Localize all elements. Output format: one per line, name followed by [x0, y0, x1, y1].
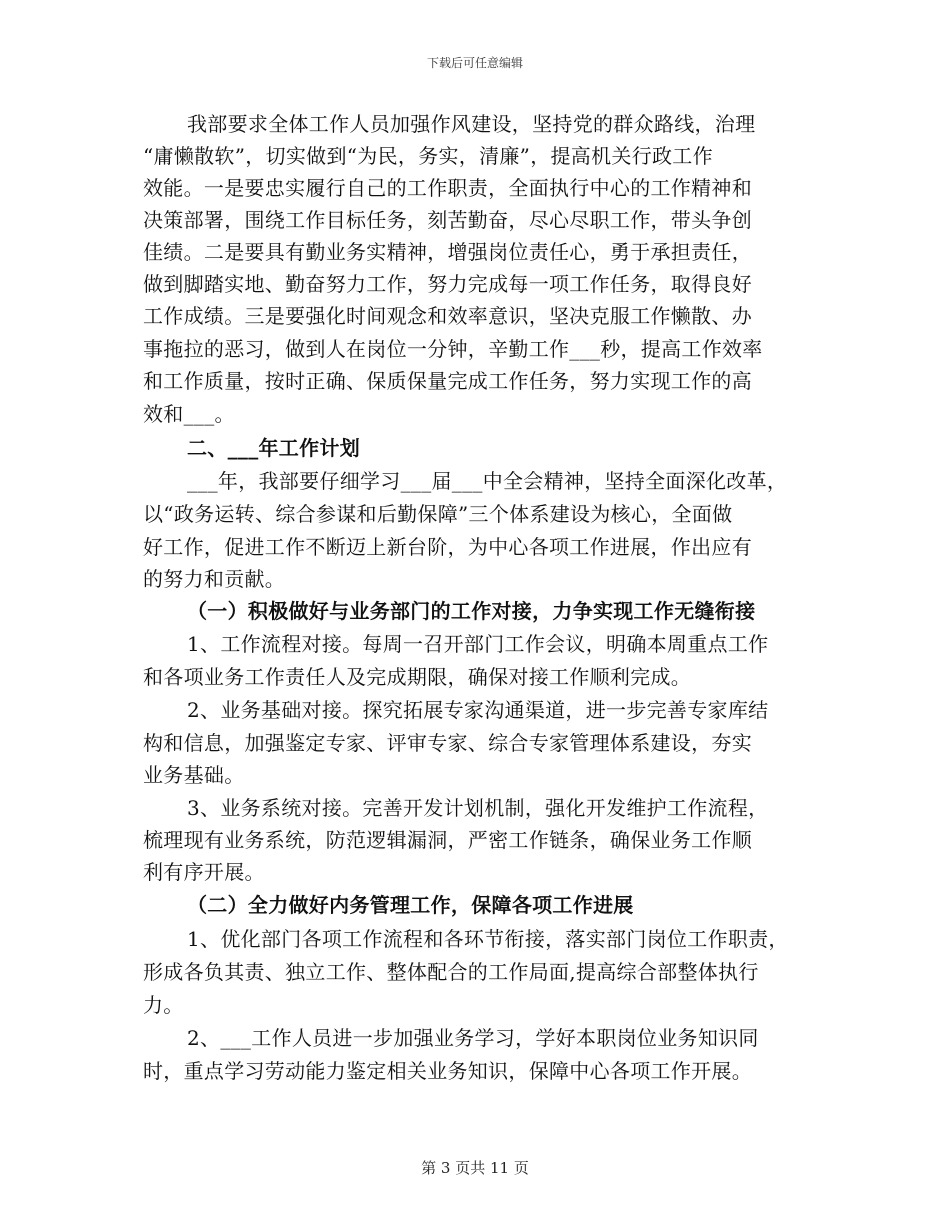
body-line: 决策部署，围绕工作目标任务，刻苦勤奋，尽心尽职工作，带头争创	[143, 208, 752, 232]
body-line: “庸懒散软”，切实做到“为民，务实，清廉”，提高机关行政工作	[143, 144, 713, 168]
body-line: 我部要求全体工作人员加强作风建设，坚持党的群众路线，治理	[187, 112, 756, 136]
body-line: ___年，我部要仔细学习___届___中全会精神，坚持全面深化改革，	[187, 469, 788, 493]
page-header: 下载后可任意编辑	[426, 56, 523, 70]
body-line: 利有序开展。	[143, 860, 265, 884]
subsection-heading: （一）积极做好与业务部门的工作对接，力争实现工作无缝衔接	[187, 599, 756, 623]
body-line: 事拖拉的恶习，做到人在岗位一分钟，辛勤工作___秒，提高工作效率	[143, 337, 763, 361]
section-heading: 二、___年工作计划	[187, 436, 360, 460]
body-line: 2、业务基础对接。探究拓展专家沟通渠道，进一步完善专家库结	[187, 698, 769, 722]
body-line: 力。	[143, 993, 184, 1017]
body-line: 做到脚踏实地、勤奋努力工作，努力完成每一项工作任务，取得良好	[143, 272, 752, 296]
body-line: 的努力和贡献。	[143, 567, 286, 591]
body-line: 1、优化部门各项工作流程和各环节衔接，落实部门岗位工作职责，	[187, 927, 789, 951]
body-line: 佳绩。二是要具有勤业务实精神，增强岗位责任心，勇于承担责任，	[143, 240, 752, 264]
body-line: 形成各负其责、独立工作、整体配合的工作局面,提高综合部整体执行	[143, 960, 759, 984]
body-line: 2、___工作人员进一步加强业务学习，学好本职岗位业务知识同	[187, 1026, 759, 1050]
body-line: 效能。一是要忠实履行自己的工作职责，全面执行中心的工作精神和	[143, 176, 752, 200]
body-line: 和工作质量，按时正确、保质保量完成工作任务，努力实现工作的高	[143, 369, 752, 393]
body-line: 和各项业务工作责任人及完成期限，确保对接工作顺利完成。	[143, 665, 692, 689]
body-line: 效和___。	[143, 402, 235, 426]
body-line: 工作成绩。三是要强化时间观念和效率意识，坚决克服工作懒散、办	[143, 304, 752, 328]
body-line: 梳理现有业务系统，防范逻辑漏洞，严密工作链条，确保业务工作顺	[143, 828, 752, 852]
body-line: 业务基础。	[143, 763, 245, 787]
body-line: 以“政务运转、综合参谋和后勤保障”三个体系建设为核心，全面做	[143, 502, 733, 526]
body-line: 时，重点学习劳动能力鉴定相关业务知识，保障中心各项工作开展。	[143, 1059, 752, 1083]
body-line: 1、工作流程对接。每周一召开部门工作会议，明确本周重点工作	[187, 632, 769, 656]
body-line: 构和信息，加强鉴定专家、评审专家、综合专家管理体系建设，夯实	[143, 731, 752, 755]
page-footer: 第 3 页共 11 页	[421, 1159, 529, 1177]
subsection-heading: （二）全力做好内务管理工作，保障各项工作进展	[187, 893, 634, 917]
body-line: 好工作，促进工作不断迈上新台阶，为中心各项工作进展，作出应有	[143, 535, 752, 559]
body-line: 3、业务系统对接。完善开发计划机制，强化开发维护工作流程，	[187, 796, 769, 820]
